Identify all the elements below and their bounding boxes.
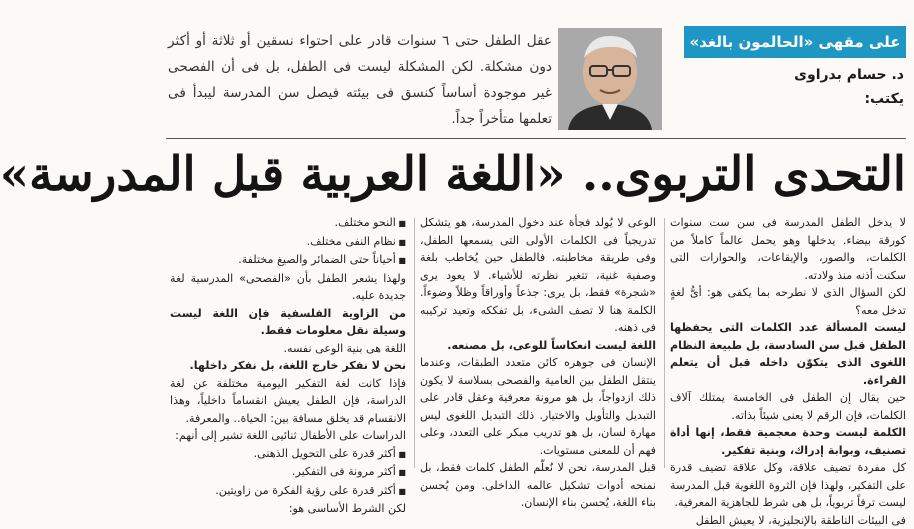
paragraph: ■ نظام النفى مختلف. xyxy=(170,233,406,252)
paragraph: فإذا كانت لغة التفكير اليومية مختلفة عن لغة الدراسة، فإن الطفل يعيش انقساماً داخلياً، وهذا الانقسام قد يخلق مسافة بين: الحياة.. والمعرفة. xyxy=(170,375,406,428)
paragraph: ولهذا يشعر الطفل بأن «الفصحى» المدرسية لغة جديدة عليه. xyxy=(170,270,406,305)
author-photo xyxy=(558,28,662,130)
paragraph: فى البيئات الناطقة بالإنجليزية، لا يعيش الطفل xyxy=(670,512,906,529)
article-column-right xyxy=(670,214,906,468)
column-divider xyxy=(414,218,415,468)
paragraph: من الزاوية الفلسفية فإن اللغة ليست وسيلة نقل معلومات فقط. xyxy=(170,305,406,340)
pull-quote: عقل الطفل حتى ٦ سنوات قادر على احتواء نسقين أو ثلاثة أو أكثر دون مشكلة. لكن المشكلة ليست فى الطفل، بل فى أن الفصحى غير موجودة أساساً كنسق فى بيئته فيصل سن المدرسة ليبدأ فى تعلمها متأخراً جداً. xyxy=(168,28,552,132)
paragraph: الكلمة ليست وحدة معجمية فقط، إنها أداة تصنيف، وبوابة إدراك، وبنية تفكير. xyxy=(670,424,906,459)
paragraph: قبل المدرسة، نحن لا نُعلّم الطفل كلمات فقط، بل نمنحه أدوات تشكيل عالمه الداخلى. ومن يُحسن بناء اللغة، يُحسن بناء الإنسان. xyxy=(420,459,656,512)
headline: التحدى التربوى.. «اللغة العربية قبل المدرسة» xyxy=(166,138,906,212)
paragraph: ليست المسألة عدد الكلمات التى يحفظها الطفل قبل سن السادسة، بل طبيعة النظام اللغوى الذى يتكوّن داخله قبل أن يتعلم القراءة. xyxy=(670,319,906,389)
paragraph: اللغة ليست انعكاساً للوعى، بل مصنعه. xyxy=(420,337,656,355)
author-writes-label: يكتب: xyxy=(764,88,904,110)
paragraph: لكن السؤال الذى لا نطرحه بما يكفى هو: أىُّ لغةٍ تدخل معه؟ xyxy=(670,284,906,319)
paragraph: ■ أكثر قدرة على رؤية الفكرة من زاويتين. xyxy=(170,482,406,501)
paragraph: ■ أحياناً حتى الضمائر والصيغ مختلفة. xyxy=(170,251,406,270)
article-column-left xyxy=(170,214,406,468)
paragraph: الدراسات على الأطفال ثنائيى اللغة تشير إلى أنهم: xyxy=(170,427,406,445)
author-byline xyxy=(764,64,904,110)
paragraph: الوعى لا يُولد فجأة عند دخول المدرسة، هو يتشكل تدريجياً فى الكلمات الأولى التى يسمعها الطفل، وفى طريقة مخاطبته. فالطفل حين يُخاطب بلغة وصفية غنية، تتغير نظرته للأشياء. لا يعود يرى «شجرة» فقط، بل يرى: جذعاً وأوراقاً وظلاً وضوءاً. الكلمة هنا لا تصف الشىء، بل تفككه وتعيد تركيبه فى ذهنه. xyxy=(420,214,656,337)
paragraph: حين يقال إن الطفل فى الخامسة يمتلك آلاف الكلمات، فإن الرقم لا يعنى شيئاً بذاته. xyxy=(670,389,906,424)
article-column-middle xyxy=(420,214,656,468)
paragraph: لكن الشرط الأساسى هو: xyxy=(170,500,406,518)
column-divider xyxy=(664,218,665,468)
paragraph: ■ أكثر قدرة على التحويل الذهنى. xyxy=(170,445,406,464)
column-banner: على مقهى «الحالمون بالغد» xyxy=(684,26,906,58)
paragraph: نحن لا نفكر خارج اللغة، بل نفكر داخلها. xyxy=(170,357,406,375)
paragraph: اللغة هى بنية الوعى نفسه. xyxy=(170,340,406,358)
paragraph: ■ أكثر مرونة فى التفكير. xyxy=(170,463,406,482)
paragraph: الإنسان فى جوهره كائن متعدد الطبقات، وعندما ينتقل الطفل بين العامية والفصحى بسلاسة لا يكون ذلك ازدواجاً، بل هو مرونة معرفية وعقل قادر على التبديل والتأويل والاختيار. ذلك التبديل اللغوى ليس مهارة لسان، بل هو تدريب مبكر على التعدد، وعلى فهم أن للمعنى مستويات. xyxy=(420,354,656,459)
author-name: د. حسام بدراوى xyxy=(764,64,904,86)
paragraph: لا يدخل الطفل المدرسة فى سن ست سنوات كورقة بيضاء. يدخلها وهو يحمل عالماً كاملاً من الكلمات، والصور، والإيقاعات، والحوارات التى سكنت أذنه منذ ولادته. xyxy=(670,214,906,284)
paragraph: كل مفردة تضيف علاقة، وكل علاقة تضيف قدرة على التفكير، ولهذا فإن الثروة اللغوية قبل المدرسة ليست ترفاً تربوياً، بل هى شرط للجاهزية المعرفية. xyxy=(670,459,906,512)
paragraph: ■ النحو مختلف. xyxy=(170,214,406,233)
